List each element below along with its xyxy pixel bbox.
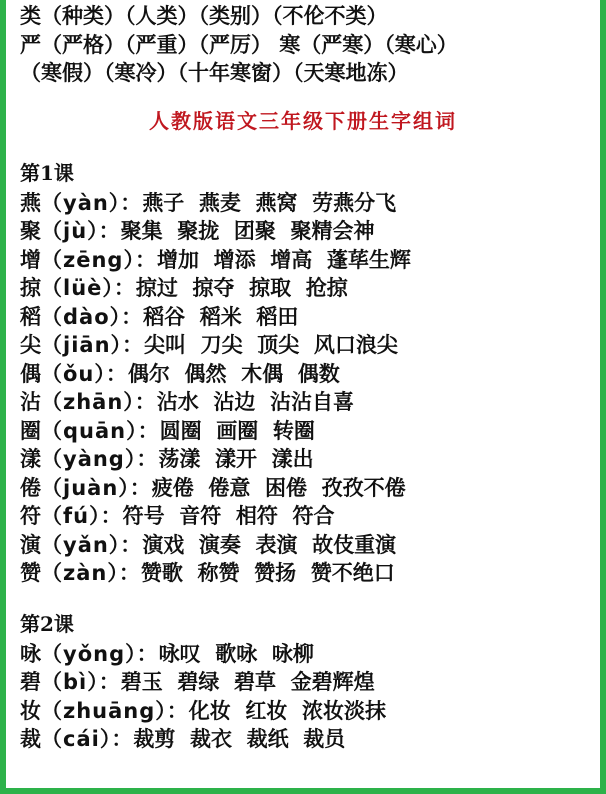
top-line: 严（严格）（严重）（严厉） 寒（严寒）（寒心） xyxy=(20,31,458,57)
entry-pinyin: （lüè）： xyxy=(41,276,136,300)
entry-words: 尖叫 刀尖 顶尖 风口浪尖 xyxy=(144,332,398,357)
entry-words: 化妆 红妆 浓妆淡抹 xyxy=(188,697,387,723)
entry-pinyin: （yàn）： xyxy=(41,190,143,215)
entry-pinyin: （jù）： xyxy=(41,219,121,243)
entry-character: 掠 xyxy=(20,275,41,300)
entry-character: 增 xyxy=(20,246,41,272)
list-item xyxy=(20,303,596,332)
entry-pinyin: （zēng）： xyxy=(41,247,157,272)
list-item xyxy=(20,331,596,360)
entry-words: 咏叹 歌咏 咏柳 xyxy=(158,640,314,666)
page-title: 人教版语文三年级下册生字组词 xyxy=(149,108,457,133)
top-line: 类（种类）（人类）（类别）（不伦不类） xyxy=(20,3,388,28)
entry-pinyin: （jiān）： xyxy=(41,333,145,357)
entry-character: 尖 xyxy=(20,332,41,357)
list-item xyxy=(20,360,596,389)
lesson-title: 第1课 xyxy=(20,160,74,185)
entry-character: 漾 xyxy=(20,446,41,471)
list-item xyxy=(20,474,596,503)
list-item xyxy=(20,217,596,246)
entry-character: 妆 xyxy=(20,697,41,723)
entry-words: 沾水 沾边 沾沾自喜 xyxy=(156,389,355,414)
entry-words: 碧玉 碧绿 碧草 金碧辉煌 xyxy=(120,669,375,694)
entry-character: 稻 xyxy=(20,303,41,329)
entry-words: 符号 音符 相符 符合 xyxy=(122,503,335,528)
entry-pinyin: （zhuāng）： xyxy=(41,698,189,723)
entry-pinyin: （yàng）： xyxy=(41,447,159,471)
list-item xyxy=(20,417,596,446)
lesson-title: 第2课 xyxy=(20,611,74,636)
entry-words: 疲倦 倦意 困倦 孜孜不倦 xyxy=(151,474,406,500)
entry-words: 偶尔 偶然 木偶 偶数 xyxy=(127,360,340,386)
entry-pinyin: （juàn）： xyxy=(41,475,152,500)
top-word-lines xyxy=(20,2,596,88)
entry-words: 增加 增添 增高 蓬荜生辉 xyxy=(156,246,411,272)
entry-pinyin: （yǎn）： xyxy=(41,532,143,557)
list-item xyxy=(20,246,596,275)
entry-words: 赞歌 称赞 赞扬 赞不绝口 xyxy=(140,560,395,585)
entry-character: 偶 xyxy=(20,360,41,386)
list-item xyxy=(20,697,596,726)
entry-words: 演戏 演奏 表演 故伎重演 xyxy=(142,531,397,557)
entry-character: 符 xyxy=(20,503,41,528)
entry-character: 倦 xyxy=(20,474,41,500)
list-item xyxy=(20,531,596,560)
lesson-2-list xyxy=(20,640,596,754)
entry-pinyin: （bì）： xyxy=(41,670,121,694)
entry-words: 掠过 掠夺 掠取 抢掠 xyxy=(135,275,348,300)
list-item xyxy=(20,274,596,303)
top-line: （寒假）（寒冷）（十年寒窗）（天寒地冻） xyxy=(20,60,409,85)
entry-pinyin: （cái）： xyxy=(41,727,134,751)
entry-words: 稻谷 稻米 稻田 xyxy=(143,303,299,329)
list-item xyxy=(20,388,596,417)
list-item xyxy=(20,668,596,697)
list-item xyxy=(20,725,596,754)
entry-pinyin: （fú）： xyxy=(41,504,123,528)
document-content xyxy=(20,2,596,754)
entry-pinyin: （quān）： xyxy=(41,418,160,443)
entry-pinyin: （zàn）： xyxy=(41,561,141,585)
entry-character: 碧 xyxy=(20,669,41,694)
list-item xyxy=(20,640,596,669)
entry-character: 裁 xyxy=(20,726,41,751)
entry-words: 聚集 聚拢 团聚 聚精会神 xyxy=(120,218,375,243)
list-item xyxy=(20,189,596,218)
entry-character: 圈 xyxy=(20,417,41,443)
entry-character: 赞 xyxy=(20,560,41,585)
entry-words: 燕子 燕麦 燕窝 劳燕分飞 xyxy=(142,189,397,215)
entry-pinyin: （zhān）： xyxy=(41,390,157,414)
entry-character: 沾 xyxy=(20,389,41,414)
lesson-1-list xyxy=(20,189,596,588)
entry-words: 裁剪 裁衣 裁纸 裁员 xyxy=(133,726,346,751)
entry-pinyin: （ǒu）： xyxy=(41,361,128,386)
entry-pinyin: （yǒng）： xyxy=(41,641,159,666)
list-item xyxy=(20,559,596,588)
entry-character: 咏 xyxy=(20,640,41,666)
list-item xyxy=(20,502,596,531)
list-item xyxy=(20,445,596,474)
entry-words: 荡漾 漾开 漾出 xyxy=(158,446,314,471)
entry-character: 演 xyxy=(20,531,41,557)
entry-character: 燕 xyxy=(20,189,41,215)
entry-character: 聚 xyxy=(20,218,41,243)
entry-words: 圆圈 画圈 转圈 xyxy=(159,417,315,443)
entry-pinyin: （dào）： xyxy=(41,304,144,329)
